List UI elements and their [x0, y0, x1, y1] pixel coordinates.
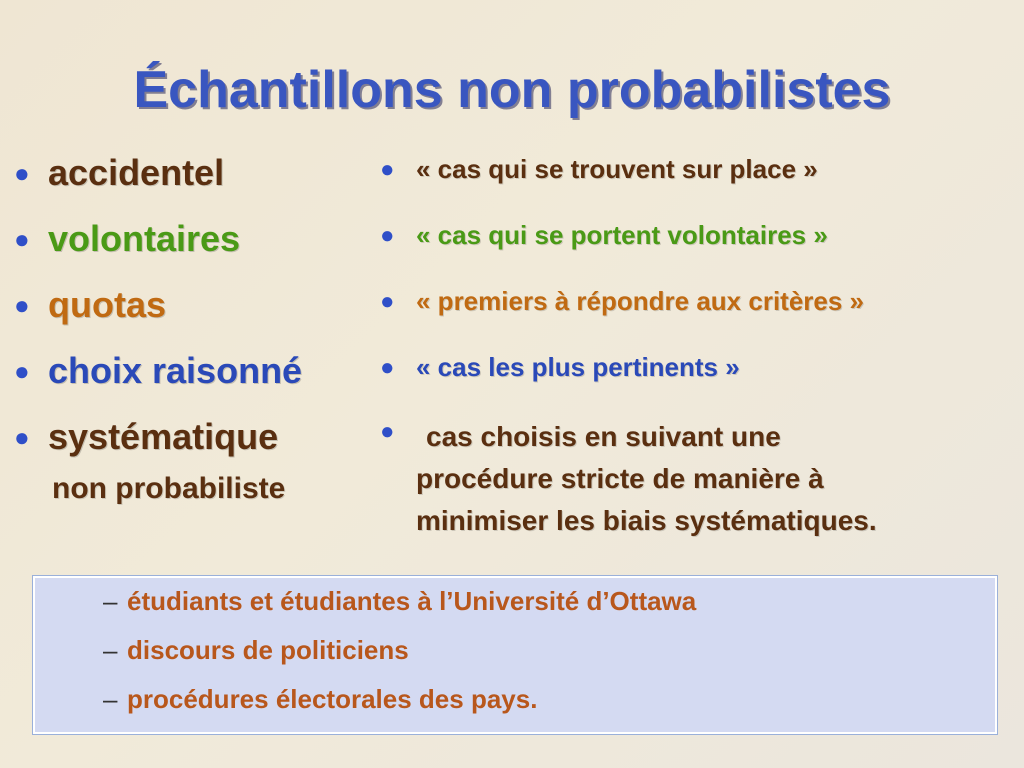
item-label: choix raisonné — [48, 350, 303, 391]
bullet-icon: ● — [380, 221, 395, 249]
definition-label: « cas qui se portent volontaires » — [416, 220, 828, 250]
list-item-accidentel — [14, 152, 224, 194]
bullet-icon: ● — [14, 224, 30, 254]
dash-bullet: – — [103, 586, 118, 616]
list-item-quotas — [14, 284, 166, 326]
definition-item — [380, 420, 416, 444]
bullet-icon: ● — [380, 418, 395, 445]
list-item-subtext: non probabiliste — [52, 472, 286, 505]
examples-box — [32, 575, 998, 735]
definition-item — [380, 154, 818, 185]
definition-item — [380, 220, 828, 251]
dash-bullet: – — [103, 684, 118, 714]
definition-item — [380, 352, 740, 383]
item-label: quotas — [48, 284, 167, 325]
item-label: accidentel — [48, 152, 225, 193]
definition-label: « premiers à répondre aux critères » — [416, 286, 865, 316]
slide-title: Échantillons non probabilistes — [133, 61, 891, 119]
bullet-icon: ● — [14, 356, 30, 386]
item-label: volontaires — [48, 218, 241, 259]
example-label: étudiants et étudiantes à l’Université d’Ottawa — [127, 586, 697, 616]
definition-label: « cas les plus pertinents » — [416, 352, 740, 382]
item-label: systématique — [48, 416, 279, 457]
example-item — [103, 684, 537, 715]
definition-item — [380, 286, 864, 317]
definition-line: cas choisis en suivant une — [426, 421, 781, 452]
bullet-icon: ● — [380, 155, 395, 183]
bullet-icon: ● — [14, 158, 30, 188]
bullet-icon: ● — [14, 422, 30, 452]
definition-label: « cas qui se trouvent sur place » — [416, 154, 818, 184]
definition-multiline — [416, 416, 1016, 542]
definition-line: minimiser les biais systématiques. — [416, 505, 877, 536]
dash-bullet: – — [103, 635, 118, 665]
example-label: procédures électorales des pays. — [127, 684, 538, 714]
definition-line: procédure stricte de manière à — [416, 463, 824, 494]
list-item-choix-raisonne — [14, 350, 302, 392]
list-item-systematique — [14, 416, 278, 458]
bullet-icon: ● — [380, 353, 395, 381]
bullet-icon: ● — [14, 290, 30, 320]
example-label: discours de politiciens — [127, 635, 409, 665]
list-item-volontaires — [14, 218, 240, 260]
bullet-icon: ● — [380, 287, 395, 315]
example-item — [103, 635, 409, 666]
example-item — [103, 586, 696, 617]
